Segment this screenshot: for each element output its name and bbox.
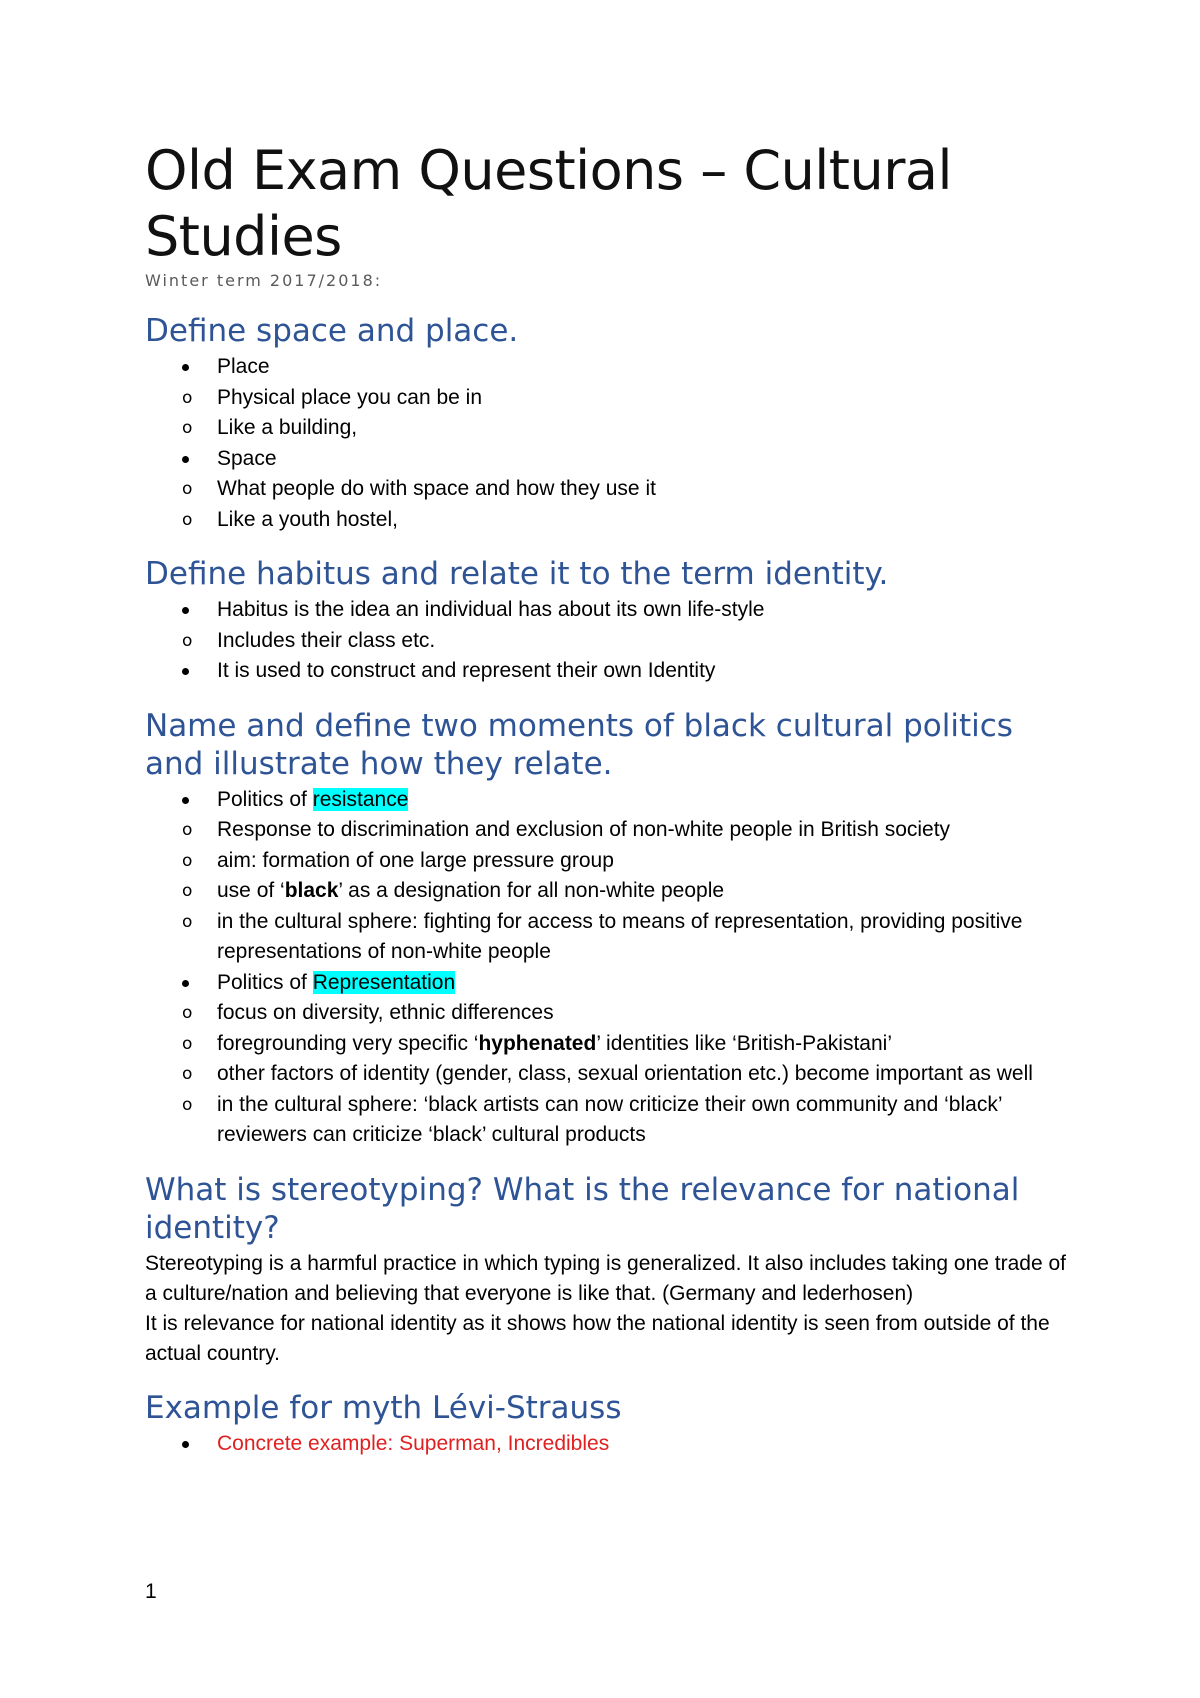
list-subitem [145, 1029, 1075, 1060]
list-item [145, 595, 1075, 626]
circle-bullet-icon: o [182, 911, 193, 932]
list-item-text: ’ identities like ‘British-Pakistani’ [596, 1031, 892, 1055]
section-heading: Define space and place. [145, 313, 519, 349]
list-subitem [145, 474, 1075, 505]
list-subitem [145, 876, 1075, 907]
circle-bullet-icon: o [182, 1064, 193, 1084]
list-item [145, 785, 1075, 816]
list-subitem [145, 1059, 1075, 1090]
circle-bullet-icon: o [182, 1094, 193, 1115]
bullet-list [145, 1429, 1075, 1460]
list-item-text: Like a youth hostel, [217, 507, 398, 531]
list-item-text: Politics of [217, 970, 313, 994]
section-heading: Example for myth Lévi-Strauss [145, 1389, 622, 1426]
list-item-text: It is used to construct and represent their own Identity [217, 659, 716, 682]
bold-text: black [284, 879, 339, 902]
list-item-text: in the cultural sphere: ‘black artists can now criticize their own community and ‘black’ reviewers can criticize ‘black’ cultural products [217, 1092, 1002, 1146]
bullet-list [145, 352, 1075, 535]
list-item-text: other factors of identity (gender, class, sexual orientation etc.) become important as well [217, 1062, 1033, 1085]
section-heading: Name and define two moments of black cultural politics and illustrate how they relate. [145, 707, 1013, 782]
list-item [145, 1429, 1075, 1460]
list-item-text: ’ as a designation for all non-white people [338, 879, 725, 902]
list-item-text: Space [217, 446, 277, 470]
list-item-text: What people do with space and how they use it [217, 477, 656, 500]
list-item-text: Concrete example: Superman, Incredibles [217, 1431, 610, 1455]
list-subitem [145, 505, 1075, 536]
document-title: Old Exam Questions – Cultural Studies [145, 139, 952, 268]
paragraph: It is relevance for national identity as it shows how the national identity is seen from outside of the actual country. [145, 1311, 1050, 1365]
list-item-text: focus on diversity, ethnic differences [217, 1001, 554, 1024]
circle-bullet-icon: o [182, 1033, 193, 1054]
list-subitem [145, 626, 1075, 657]
bold-text: hyphenated [478, 1031, 597, 1055]
highlighted-text: Representation [312, 970, 456, 994]
list-subitem [145, 413, 1075, 444]
section-stereotyping [145, 1171, 1075, 1369]
list-subitem [145, 846, 1075, 877]
document-subtitle: Winter term 2017/2018: [145, 271, 383, 290]
list-subitem [145, 907, 1075, 968]
section-habitus [145, 555, 1075, 687]
list-subitem [145, 998, 1075, 1029]
page-number: 1 [145, 1580, 157, 1603]
bullet-list [145, 785, 1075, 1151]
list-item-text: in the cultural sphere: fighting for access to means of representation, providing positive representations of non-white people [217, 909, 1023, 963]
section-heading: Define habitus and relate it to the term identity. [145, 556, 889, 592]
circle-bullet-icon: o [182, 479, 193, 499]
section-heading: What is stereotyping? What is the relevance for national identity? [145, 1171, 1020, 1246]
list-item-text: aim: formation of one large pressure group [217, 848, 614, 872]
list-item-text: Like a building, [217, 416, 358, 439]
list-item [145, 444, 1075, 475]
list-item-text: Politics of [217, 787, 313, 811]
list-item-text: Place [217, 355, 270, 378]
paragraph: Stereotyping is a harmful practice in which typing is generalized. It also includes taking one trade of a culture/nation and believing that everyone is like that. (Germany and lederhosen) [145, 1251, 1067, 1305]
circle-bullet-icon: o [182, 881, 193, 901]
list-subitem [145, 815, 1075, 846]
highlighted-text: resistance [312, 787, 409, 811]
circle-bullet-icon: o [182, 820, 193, 840]
circle-bullet-icon: o [182, 387, 193, 408]
section-space-place [145, 312, 1075, 535]
list-item [145, 656, 1075, 687]
circle-bullet-icon: o [182, 630, 193, 651]
circle-bullet-icon: o [182, 850, 193, 871]
list-item-text: Response to discrimination and exclusion of non-white people in British society [217, 818, 951, 841]
list-item [145, 352, 1075, 383]
circle-bullet-icon: o [182, 418, 193, 438]
circle-bullet-icon: o [182, 1003, 193, 1023]
document-body [145, 138, 1075, 1479]
circle-bullet-icon: o [182, 509, 193, 530]
list-item-text: foregrounding very specific ‘ [217, 1031, 479, 1055]
list-subitem [145, 1090, 1075, 1151]
list-item-text: Physical place you can be in [217, 385, 482, 409]
bullet-list [145, 595, 1075, 687]
section-black-cultural-politics [145, 707, 1075, 1151]
list-item-text: Habitus is the idea an individual has about its own life-style [217, 598, 765, 621]
list-item-text: use of ‘ [217, 879, 285, 902]
list-item-text: Includes their class etc. [217, 628, 436, 652]
section-myth-levi-strauss [145, 1389, 1075, 1460]
list-item [145, 968, 1075, 999]
list-subitem [145, 383, 1075, 414]
